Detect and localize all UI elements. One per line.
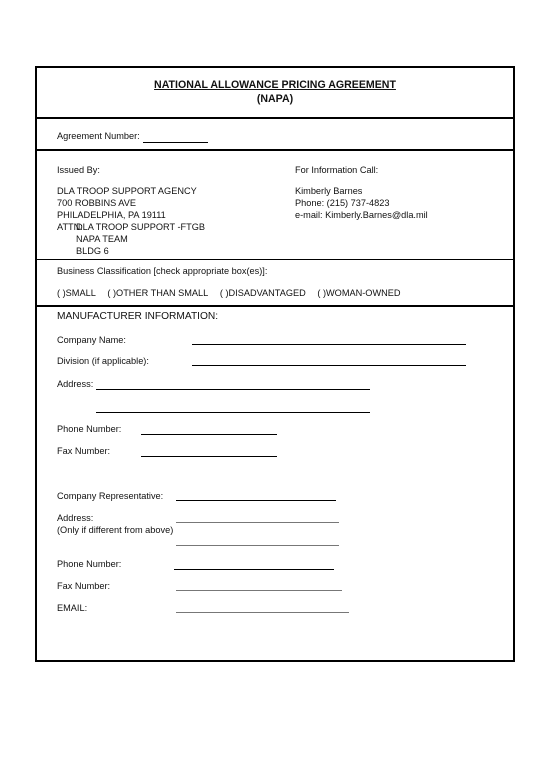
- rep-address-field-line-1[interactable]: [176, 522, 339, 523]
- rep-phone-number-field[interactable]: [174, 569, 334, 570]
- phone-number-label: Phone Number:: [57, 424, 122, 434]
- company-name-field[interactable]: [192, 344, 466, 345]
- issuer-line: PHILADELPHIA, PA 19111: [57, 210, 166, 220]
- divider: [35, 305, 515, 307]
- checkbox-woman-owned[interactable]: ( )WOMAN-OWNED: [317, 288, 401, 298]
- address-field-line-2[interactable]: [96, 412, 370, 413]
- agreement-number-label: Agreement Number:: [57, 131, 140, 141]
- division-field[interactable]: [192, 365, 466, 366]
- contact-phone: Phone: (215) 737-4823: [295, 198, 390, 208]
- form-title: NATIONAL ALLOWANCE PRICING AGREEMENT: [154, 79, 396, 91]
- attn-line: DLA TROOP SUPPORT -FTGB: [76, 222, 205, 232]
- fax-number-label: Fax Number:: [57, 446, 111, 456]
- classification-label: Business Classification [check appropriate box(es)]:: [57, 266, 268, 276]
- attn-line: BLDG 6: [76, 246, 109, 256]
- agreement-number-field[interactable]: [143, 142, 208, 143]
- company-representative-field[interactable]: [176, 500, 336, 501]
- rep-address-note: (Only if different from above): [57, 525, 174, 535]
- company-representative-label: Company Representative:: [57, 491, 164, 501]
- manufacturer-heading: MANUFACTURER INFORMATION:: [57, 311, 219, 322]
- issuer-line: DLA TROOP SUPPORT AGENCY: [57, 186, 197, 196]
- rep-address-field-line-2[interactable]: [176, 545, 339, 546]
- contact-name: Kimberly Barnes: [295, 186, 363, 196]
- email-label: EMAIL:: [57, 603, 88, 613]
- checkbox-other-than-small[interactable]: ( )OTHER THAN SMALL: [107, 288, 209, 298]
- company-name-label: Company Name:: [57, 335, 126, 345]
- form-subtitle: (NAPA): [256, 93, 294, 105]
- classification-options: [57, 288, 401, 298]
- division-label: Division (if applicable):: [57, 356, 149, 366]
- rep-fax-number-label: Fax Number:: [57, 581, 111, 591]
- attn-line: NAPA TEAM: [76, 234, 128, 244]
- address-field-line-1[interactable]: [96, 389, 370, 390]
- fax-number-field[interactable]: [141, 456, 277, 457]
- rep-fax-number-field[interactable]: [176, 590, 342, 591]
- divider: [35, 259, 515, 260]
- divider: [35, 117, 515, 119]
- checkbox-disadvantaged[interactable]: ( )DISADVANTAGED: [219, 288, 306, 298]
- email-field[interactable]: [176, 612, 349, 613]
- address-label: Address:: [57, 379, 94, 389]
- checkbox-small[interactable]: ( )SMALL: [57, 288, 96, 298]
- rep-phone-number-label: Phone Number:: [57, 559, 122, 569]
- info-call-label: For Information Call:: [295, 165, 379, 175]
- issuer-line: 700 ROBBINS AVE: [57, 198, 136, 208]
- contact-email: e-mail: Kimberly.Barnes@dla.mil: [295, 210, 428, 220]
- attn-label: ATTN:: [57, 222, 83, 232]
- phone-number-field[interactable]: [141, 434, 277, 435]
- issued-by-label: Issued By:: [57, 165, 100, 175]
- divider: [35, 149, 515, 151]
- rep-address-label: Address:: [57, 513, 94, 523]
